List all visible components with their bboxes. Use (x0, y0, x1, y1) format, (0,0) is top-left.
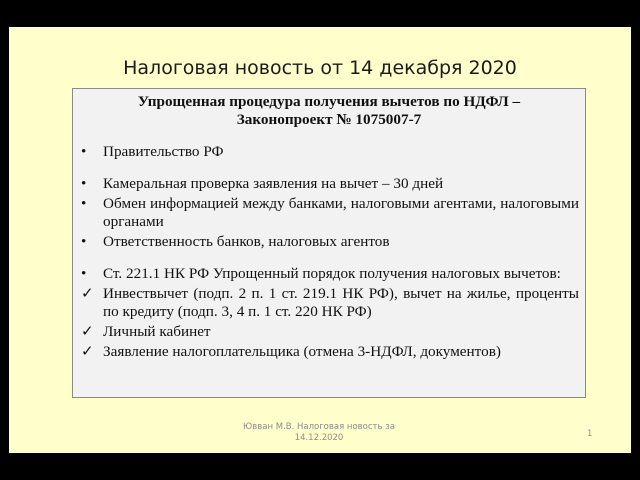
checkmark-icon: ✓ (81, 343, 94, 360)
list-item-text: Личный кабинет (103, 323, 211, 340)
checkmark-icon: ✓ (81, 323, 94, 340)
list-item (79, 343, 579, 361)
list-item-text: Правительство РФ (103, 143, 224, 160)
bullet-list (79, 143, 579, 361)
list-item-text: Заявление налогоплательщика (отмена 3-НДФЛ, документов) (103, 343, 501, 360)
checkmark-icon: ✓ (81, 285, 94, 302)
bullet-icon: • (81, 175, 87, 192)
box-heading-line-1: Упрощенная процедура получения вычетов по НДФЛ – (137, 93, 521, 110)
slide-footer (214, 422, 424, 444)
list-item-text: Обмен информацией между банками, налоговыми агентами, налоговыми органами (103, 195, 579, 230)
list-item-text: Камеральная проверка заявления на вычет – 30 дней (103, 175, 444, 192)
slide (9, 27, 631, 453)
list-item (79, 143, 579, 161)
bullet-icon: • (81, 143, 87, 160)
list-item (79, 265, 579, 283)
content-box (72, 88, 586, 398)
list-item (79, 285, 579, 321)
list-item (79, 233, 579, 251)
footer-line-2: 14.12.2020 (294, 433, 344, 443)
box-heading (79, 93, 579, 129)
list-item-text: Инвествычет (подп. 2 п. 1 ст. 219.1 НК РФ), вычет на жилье, проценты по кредиту (подп. 3, 4 п. 1 ст. 220 НК РФ) (103, 285, 579, 320)
footer-line-1: Ювван М.В. Налоговая новость за (243, 422, 395, 432)
list-item (79, 323, 579, 341)
list-item-text: Ст. 221.1 НК РФ Упрощенный порядок получения налоговых вычетов: (103, 265, 561, 282)
list-item-text: Ответственность банков, налоговых агентов (103, 233, 390, 250)
bullet-icon: • (81, 195, 87, 212)
slide-title: Налоговая новость от 14 декабря 2020 (123, 57, 517, 79)
bullet-icon: • (81, 265, 87, 282)
bullet-icon: • (81, 233, 87, 250)
list-item (79, 175, 579, 193)
page-number: 1 (587, 429, 593, 439)
box-heading-line-2: Законопроект № 1075007-7 (236, 111, 422, 128)
list-item (79, 195, 579, 231)
